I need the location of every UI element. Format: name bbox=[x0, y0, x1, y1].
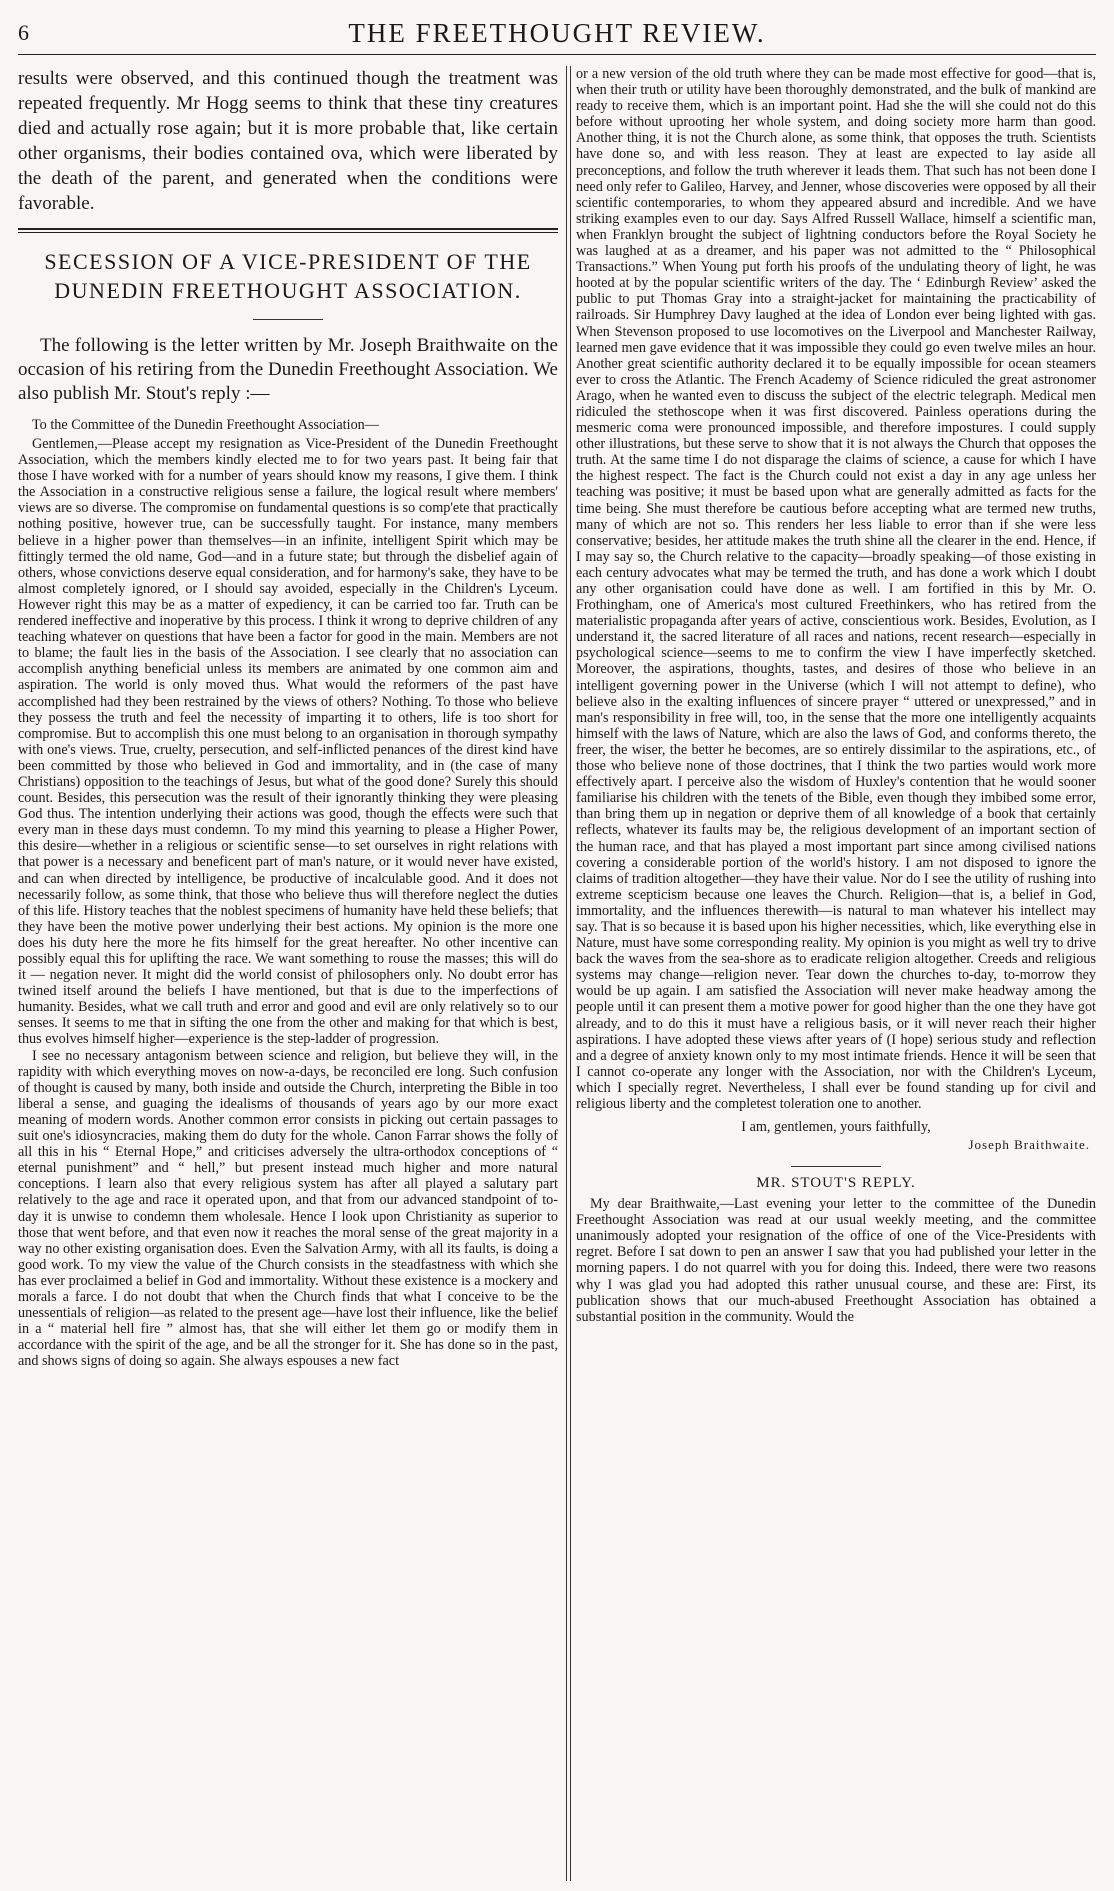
column-rule bbox=[566, 66, 567, 1881]
column-rule-double bbox=[570, 66, 571, 1881]
letter-closing: I am, gentlemen, yours faithfully, bbox=[741, 1119, 931, 1136]
section-divider-thin bbox=[18, 232, 558, 233]
left-column bbox=[18, 66, 558, 1881]
running-head bbox=[18, 14, 1096, 55]
letter-address: To the Committee of the Dunedin Freethought Association— bbox=[32, 417, 379, 433]
letter-signature: Joseph Braithwaite. bbox=[968, 1137, 1090, 1153]
letter-paragraph-1: Gentlemen,—Please accept my resignation as Vice-President of the Dunedin Freethought Association, which the members kindly elected me to for two years past. It being fair that those I have worked with for a number of years should know my reasons, I give them. I think the Association in a constructive religious sense a failure, the logical result where members' views are so diverse. The compromise on fundamental questions is so comp'ete that practically nothing positive, however true, can be successfully taught. For instance, many members believe in a higher power than themselves—in an infinite, intelligent Spirit which may be fittingly termed the old name, God—and in a future state; but through the disbelief again of others, whose convictions deserve equal consideration, and for harmony's sake, they have to be almost completely ignored, or I should say avoided, especially in the Children's Lyceum. However right this may be as a matter of expediency, it can be carried too far. Truth can be rendered ineffective and inoperative by this process. I think it wrong to deprive children of any teaching whatever on questions that have been a factor for good in the main. Members are not to blame; the fault lies in the basis of the Association. I see clearly that no association can accomplish anything beneficial unless its members are animated by one common aim and aspiration. The world is only moved thus. What would the reformers of the past have accomplished had they been restrained by the views of others? Nothing. To those who believe they possess the truth and feel the necessity of imparting it to others, life is too short for compromise. But to accomplish this one must belong to an organisation in thorough sympathy with one's views. True, cruelty, persecution, and self-inflicted penances of the direst kind have been committed by those who believed in God and immortality, and in (the case of many Christians) opposition to the teachings of Jesus, but what of the good done? Surely this should count. Besides, this persecution was the result of their ignorantly thinking they were pleasing God thus. The intention underlying their actions was good, though the effects were such that every man in these days must condemn. To my mind this yearning to please a Higher Power, this desire—whether in a religious or scientific sense—to set ourselves in right relations with that power is a necessary and beneficent part of man's nature, or it would never have existed, and can when directed by intelligence, be productive of incalculable good. And it does not necessarily follow, as some think, that those who believe thus will therefore neglect the duties of this life. History teaches that the noblest specimens of humanity have held these beliefs; that they have been the motive power underlying their best actions. My opinion is the more one does his duty here the more he fits himself for the great hereafter. No other incentive can possibly equal this for uplifting the race. We want something to rouse the masses; this will do it — negation never. It might did the world consist of philosophers only. No doubt error has twined itself around the beliefs I have mentioned, but that is due to the imperfections of humanity. Besides, what we call truth and error and good and evil are only relatively so to our senses. It seems to me that in sifting the one from the other and making for that which is best, thus evolves himself higher—experience is the step-ladder of progression. bbox=[18, 436, 558, 1048]
article-columns bbox=[18, 66, 1096, 1881]
section-divider bbox=[18, 228, 558, 230]
reply-paragraph: My dear Braithwaite,—Last evening your letter to the committee of the Dunedin Freethought Association was read at our usual weekly meeting, and the committee unanimously adopted your resignation of the office of one of the Vice-Presidents with regret. Before I sat down to pen an answer I saw that you had published your letter in the morning papers. I do not quarrel with you for doing this. Indeed, there were two reasons why I was glad you had adopted this rather unusual course, and these are: First, its publication shows that our much-abused Freethought Association has obtained a substantial position in the community. Would the bbox=[576, 1196, 1096, 1325]
previous-article-ending: results were observed, and this continued though the treatment was repeated frequently. Mr Hogg seems to think that these tiny creatures died and actually rose again; but it is more probable that, like certain other organisms, their bodies contained ova, which were liberated by the death of the parent, and generated when the conditions were favorable. bbox=[18, 68, 558, 214]
right-column bbox=[576, 66, 1096, 1881]
headline-rule bbox=[253, 319, 323, 320]
reply-rule bbox=[791, 1166, 881, 1167]
letter-continuation: or a new version of the old truth where they can be made most effective for good—that is, when their truth or utility have been thoroughly demonstrated, and the bulk of mankind are ready to receive them, which is an important point. Had she the will she could not do this before without uprooting her whole system, and doing society more harm than good. Another thing, it is not the Church alone, as some think, that opposes the truth. Scientists have done so, and with less reason. They at least are expected to lay aside all preconceptions, and follow the truth wherever it leads them. That such has not been done I need only refer to Galileo, Harvey, and Jenner, whose discoveries were opposed by all their scientific contemporaries, to whom they appeared absurd and incredible. And we have striking examples even to our day. Says Alfred Russell Wallace, himself a scientific man, when Franklyn brought the subject of lightning conductors before the Royal Society he was laughed at as a dreamer, and his paper was not admitted to the “ Philosophical Transactions.” When Young put forth his proofs of the undulating theory of light, he was hooted at by the popular scientific writers of the day. The ‘ Edinburgh Review’ asked the public to put Thomas Gray into a straight-jacket for maintaining the practicability of railroads. Sir Humphrey Davy laughed at the idea of London ever being lighted with gas. When Stevenson proposed to use locomotives on the Liverpool and Manchester Railway, learned men gave evidence that it was impossible they could go even twelve miles an hour. Another great scientific authority declared it to be equally impossible for ocean steamers ever to cross the Atlantic. The French Academy of Science ridiculed the great astronomer Arago, when he wanted even to discuss the subject of the electric telegraph. Medical men ridiculed the stethoscope when it was first discovered. Painless operations during the mesmeric coma were pronounced impossible, and therefore impostures. I could supply other illustrations, but these serve to show that it is not always the Church that opposes the truth. At the same time I do not disparage the claims of science, a cause for which I have the highest respect. The fact is the Church could not exist a day in any age unless her teaching was positive; it must be based upon what are generally admitted as facts for the time being. She must therefore be cautious before accepting what are termed new truths, many of which are not so. This renders her less liable to error than if she were less conservative; besides, her attitude makes the truth shine all the clearer in the end. Hence, if I may say so, the Church relative to the capacity—broadly speaking—of those existing in each century advocates what may be termed the truth, and has done a work which I doubt any other organisation could have done as well. I am fortified in this by Mr. O. Frothingham, one of America's most cultured Freethinkers, who has retired from the materialistic propaganda after years of active, conscientious work. Besides, Evolution, as I understand it, the sacred literature of all races and nations, recent research—especially in psychological science—seems to me to confirm the view I have imperfectly sketched. Moreover, the aspirations, thoughts, tastes, and desires of those who believe in an intelligent governing power in the Universe (which I will not attempt to define), who believe also in the exalting influences of sincere prayer “ uttered or unexpressed,” and in man's responsibility in free will, too, in the sense that the more one intelligently acquaints himself with the laws of Nature, which are also the laws of God, and conforms thereto, the freer, the wiser, the better he becomes, are so entirely dissimilar to the aspirations, etc., of those who believe none of those doctrines, that I think the two parties would work more effectively apart. I perceive also the wisdom of Huxley's contention that he would sooner familiarise his children with the tenets of the Bible, even though they imbibed some error, than bring them up in negation or deprive them of all knowledge of a book that certainly reflects, whatever its faults may be, the religious development of an important section of the human race, and that has played a most important part since among civilised nations covering a considerable portion of the world's history. I am not disposed to ignore the claims of tradition altogether—they have their value. Nor do I see the utility of rushing into extreme scepticism because one leaves the Church. Religion—that is, a belief in God, immortality, and the influences therewith—is natural to man whatever his intellect may say. That is so because it is based upon his higher necessities, which, like everything else in Nature, must have some corresponding reality. My opinion is you might as well try to drive back the waves from the sea-shore as to eradicate religion altogether. Creeds and religious systems may change—religion never. Tear down the churches to-day, to-morrow they would be up again. I am satisfied the Association will never make headway among the people until it can present them a motive power for good higher than the one they have got already, and to do this it must have a religious basis, or it will never reach their higher aspirations. I have adopted these views after years of (I hope) serious study and reflection and a degree of anxiety known only to my most intimate friends. Hence it will be seen that I cannot co-operate any longer with the Association, nor with the Children's Lyceum, which I specially regret. Nevertheless, I shall ever be found standing up for civil and religious liberty and the completest toleration one to another. bbox=[576, 66, 1096, 1112]
page-number: 6 bbox=[18, 20, 29, 45]
journal-title: THE FREETHOUGHT REVIEW. bbox=[348, 18, 766, 48]
reply-heading: MR. STOUT'S REPLY. bbox=[756, 1175, 916, 1192]
article-headline: SECESSION OF A VICE-PRESIDENT OF THE DUNEDIN FREETHOUGHT ASSOCIATION. bbox=[44, 249, 532, 303]
article-lead: The following is the letter written by Mr. Joseph Braithwaite on the occasion of his retiring from the Dunedin Freethought Association. We also publish Mr. Stout's reply :— bbox=[18, 335, 558, 404]
letter-paragraph-2: I see no necessary antagonism between science and religion, but believe they will, in the rapidity with which everything moves on now-a-days, be reconciled ere long. Such confusion of thought is caused by many, both inside and outside the Church, interpreting the Bible in too liberal a sense, and guaging the idealisms of thousands of years ago by our more exact meaning of modern words. Another common error consists in picking out certain passages to suit one's idiosyncracies, making them do duty for the whole. Canon Farrar shows the folly of all this in his “ Eternal Hope,” and criticises adversely the ultra-orthodox conceptions of “ eternal punishment” and “ hell,” but present instead much higher and more natural conceptions. I learn also that every religious system has after all played a salutary part relatively to the age and race it operated upon, and that from our advanced standpoint of to-day it is unwise to condemn them wholesale. Hence I look upon Christianity as superior to those that went before, and that even now it reaches the moral sense of the great majority in a way no other existing organisation does. Even the Salvation Army, with all its faults, is doing a good work. To my view the value of the Church consists in the steadfastness with which she has ever proclaimed a belief in God and immortality. Without these existence is a mockery and morals a farce. I do not doubt that when the Church finds that what I conceive to be the unessentials of religion—as related to the present age—have lost their influence, like the belief in a “ material hell fire ” almost has, that she will either let them go or modify them in accordance with the spirit of the age, and be all the stronger for it. She has done so in the past, and shows signs of doing so again. She always espouses a new fact bbox=[18, 1047, 558, 1370]
